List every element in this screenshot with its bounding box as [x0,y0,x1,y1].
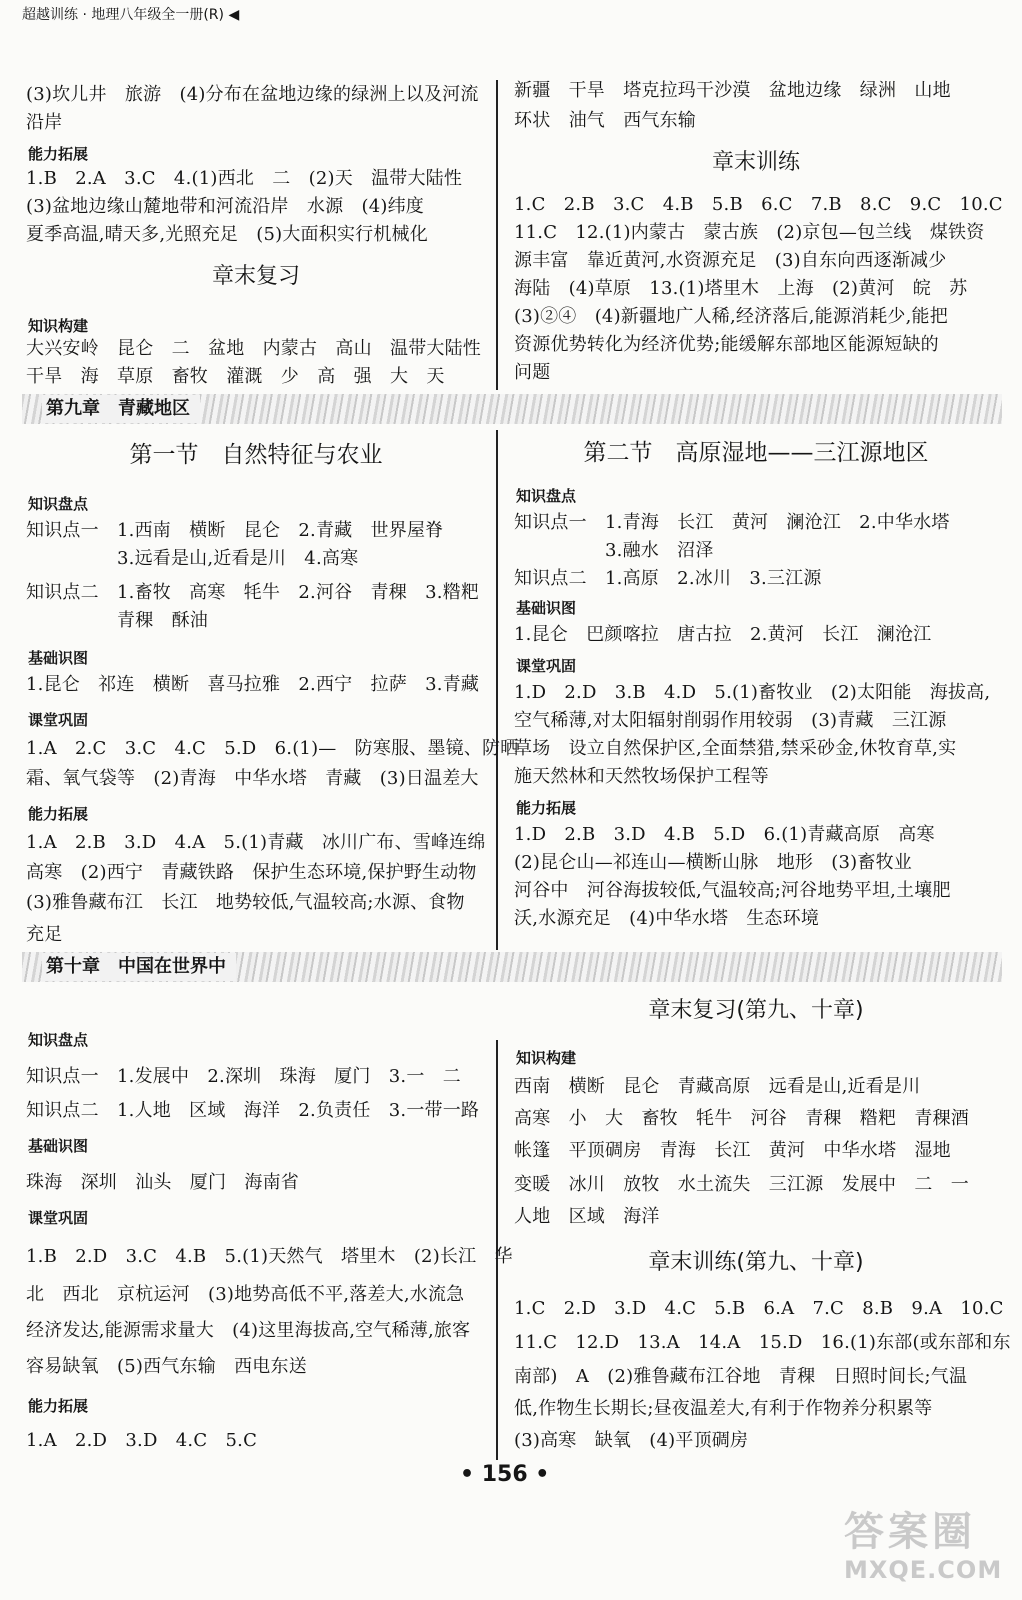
chapter-review-title: 章末复习 [211,264,300,289]
ability-line: (3)雅鲁藏布江 长江 地势较低,气温较高;水源、食物 [26,892,465,913]
knowledge-point-line: 知识点二 1.人地 区域 海洋 2.负责任 3.一带一路 [26,1100,480,1121]
left-top-answer-2: (3)盆地边缘山麓地带和河流沿岸 水源 (4)纬度 [26,196,424,217]
ability-line: 1.A 2.D 3.D 4.C 5.C [26,1430,258,1451]
knowledge-point-line: 青稞 酥油 [26,610,208,631]
ability-line: 充足 [26,924,63,945]
chapter-training-title: 章末训练 [711,150,800,175]
chapter-title: 第九章 青藏地区 [42,395,200,423]
chapter-title: 第十章 中国在世界中 [42,953,236,981]
consolidation-line: 1.D 2.D 3.B 4.D 5.(1)畜牧业 (2)太阳能 海拔高, [514,682,991,703]
training-answer-line: 南部) A (2)雅鲁藏布江谷地 青稞 日照时间长;气温 [514,1366,968,1387]
page-number: • 156 • [460,1462,550,1487]
training-answer-2: 11.C 12.(1)内蒙古 蒙古族 (2)京包—包兰线 煤铁资 [514,222,985,243]
knowledge-point-line: 3.融水 沼泽 [514,540,714,561]
header-marker-icon: ◀ [228,7,240,23]
right-top-line-2: 环状 油气 西气东输 [514,110,696,131]
consolidation-line: 容易缺氧 (5)西气东输 西电东送 [26,1356,307,1377]
section-label: 基础识图 [28,1137,89,1155]
knowledge-build-line-2: 干旱 海 草原 畜牧 灌溉 少 高 强 大 天 [26,366,445,387]
left-top-answer-1: 1.B 2.A 3.C 4.(1)西北 二 (2)天 温带大陆性 [26,168,463,189]
knowledge-build-line: 西南 横断 昆仑 青藏高原 远看是山,近看是川 [514,1076,921,1097]
training-answer-line: 11.C 12.D 13.A 14.A 15.D 16.(1)东部(或东部和东 [514,1332,1011,1353]
consolidation-line: 经济发达,能源需求量大 (4)这里海拔高,空气稀薄,旅客 [26,1320,471,1341]
section-label: 知识盘点 [516,487,577,505]
column-divider-middle [496,430,498,950]
training-answer-7: 问题 [514,362,551,383]
knowledge-point-line: 知识点一 1.发展中 2.深圳 珠海 厦门 3.一 二 [26,1066,461,1087]
section-label: 能力拓展 [28,145,89,163]
training-answer-4: 海陆 (4)草原 13.(1)塔里木 上海 (2)黄河 皖 苏 [514,278,968,299]
knowledge-point-line: 知识点二 1.高原 2.冰川 3.三江源 [514,568,822,589]
section-label: 基础识图 [28,649,89,667]
section-label: 知识构建 [516,1049,577,1067]
knowledge-point-line: 知识点一 1.青海 长江 黄河 澜沧江 2.中华水塔 [514,512,950,533]
ability-line: 沃,水源充足 (4)中华水塔 生态环境 [514,908,820,929]
consolidation-line: 草场 设立自然保护区,全面禁猎,禁采砂金,休牧育草,实 [514,738,957,759]
watermark-logo [836,1500,1012,1592]
ability-line: 1.A 2.B 3.D 4.A 5.(1)青藏 冰川广布、雪峰连绵 [26,832,486,853]
map-answer-line: 珠海 深圳 汕头 厦门 海南省 [26,1172,299,1193]
training-answer-line: 低,作物生长期长;昼夜温差大,有利于作物养分积累等 [514,1398,933,1419]
knowledge-build-line: 变暖 冰川 放牧 水土流失 三江源 发展中 二 一 [514,1174,969,1195]
consolidation-line: 北 西北 京杭运河 (3)地势高低不平,落差大,水流急 [26,1284,465,1305]
consolidation-line: 空气稀薄,对太阳辐射削弱作用较弱 (3)青藏 三江源 [514,710,947,731]
section-label: 知识盘点 [28,1031,89,1049]
knowledge-point-line: 知识点一 1.西南 横断 昆仑 2.青藏 世界屋脊 [26,520,444,541]
training-answer-1: 1.C 2.B 3.C 4.B 5.B 6.C 7.B 8.C 9.C 10.C [514,194,1003,215]
section-title: 第一节 自然特征与农业 [129,442,383,468]
column-divider-top [496,80,498,390]
map-answer-line: 1.昆仑 祁连 横断 喜马拉雅 2.西宁 拉萨 3.青藏 [26,674,480,695]
left-top-line-2: 沿岸 [26,112,63,133]
running-header [22,6,239,24]
section-label: 知识盘点 [28,495,89,513]
knowledge-build-line: 帐篷 平顶碉房 青海 长江 黄河 中华水塔 湿地 [514,1140,951,1161]
watermark-url: MXQE.COM [844,1556,1003,1584]
consolidation-line: 霜、氧气袋等 (2)青海 中华水塔 青藏 (3)日温差大 [26,768,479,789]
ability-line: 高寒 (2)西宁 青藏铁路 保护生态环境,保护野生动物 [26,862,477,883]
training-answer-line: (3)高寒 缺氧 (4)平顶碉房 [514,1430,749,1451]
section-label: 能力拓展 [28,805,89,823]
training-answer-6: 资源优势转化为经济优势;能缓解东部地区能源短缺的 [514,334,939,355]
knowledge-build-line-1: 大兴安岭 昆仑 二 盆地 内蒙古 高山 温带大陆性 [26,338,481,359]
left-top-line-1: (3)坎儿井 旅游 (4)分布在盆地边缘的绿洲上以及河流 [26,84,479,105]
section-label: 课堂巩固 [28,1209,89,1227]
section-label: 能力拓展 [516,799,577,817]
chapter-banner [22,952,1002,982]
section-label: 课堂巩固 [516,657,577,675]
consolidation-line: 1.A 2.C 3.C 4.C 5.D 6.(1)— 防寒服、墨镜、防晒 [26,738,519,759]
knowledge-build-line: 高寒 小 大 畜牧 牦牛 河谷 青稞 糌粑 青稞酒 [514,1108,969,1129]
left-top-answer-3: 夏季高温,晴天多,光照充足 (5)大面积实行机械化 [26,224,428,245]
training-answer-5: (3)②④ (4)新疆地广人稀,经济落后,能源消耗少,能把 [514,306,948,327]
ability-line: 1.D 2.B 3.D 4.B 5.D 6.(1)青藏高原 高寒 [514,824,935,845]
chapter-banner [22,394,1002,424]
training-answer-3: 源丰富 靠近黄河,水资源充足 (3)自东向西逐渐减少 [514,250,947,271]
section-label: 基础识图 [516,599,577,617]
section-label: 知识构建 [28,317,89,335]
consolidation-line: 1.B 2.D 3.C 4.B 5.(1)天然气 塔里木 (2)长江 华 [26,1246,513,1267]
knowledge-point-line: 知识点二 1.畜牧 高寒 牦牛 2.河谷 青稞 3.糌粑 [26,582,480,603]
ability-line: (2)昆仑山—祁连山—横断山脉 地形 (3)畜牧业 [514,852,912,873]
section-label: 能力拓展 [28,1397,89,1415]
consolidation-line: 施天然林和天然牧场保护工程等 [514,766,769,787]
knowledge-point-line: 3.远看是山,近看是川 4.高寒 [26,548,359,569]
watermark-text: 答案圈 [844,1509,976,1555]
chapter-training-title: 章末训练(第九、十章) [648,1250,864,1275]
section-label: 课堂巩固 [28,711,89,729]
knowledge-build-line: 人地 区域 海洋 [514,1206,660,1227]
chapter-review-title: 章末复习(第九、十章) [648,998,864,1023]
training-answer-line: 1.C 2.D 3.D 4.C 5.B 6.A 7.C 8.B 9.A 10.C [514,1298,1004,1319]
right-top-line-1: 新疆 干旱 塔克拉玛干沙漠 盆地边缘 绿洲 山地 [514,80,951,101]
ability-line: 河谷中 河谷海拔较低,气温较高;河谷地势平坦,土壤肥 [514,880,951,901]
map-answer-line: 1.昆仑 巴颜喀拉 唐古拉 2.黄河 长江 澜沧江 [514,624,932,645]
header-title: 超越训练 · 地理八年级全一册(R) [22,7,225,23]
section-title: 第二节 高原湿地——三江源地区 [583,440,929,466]
